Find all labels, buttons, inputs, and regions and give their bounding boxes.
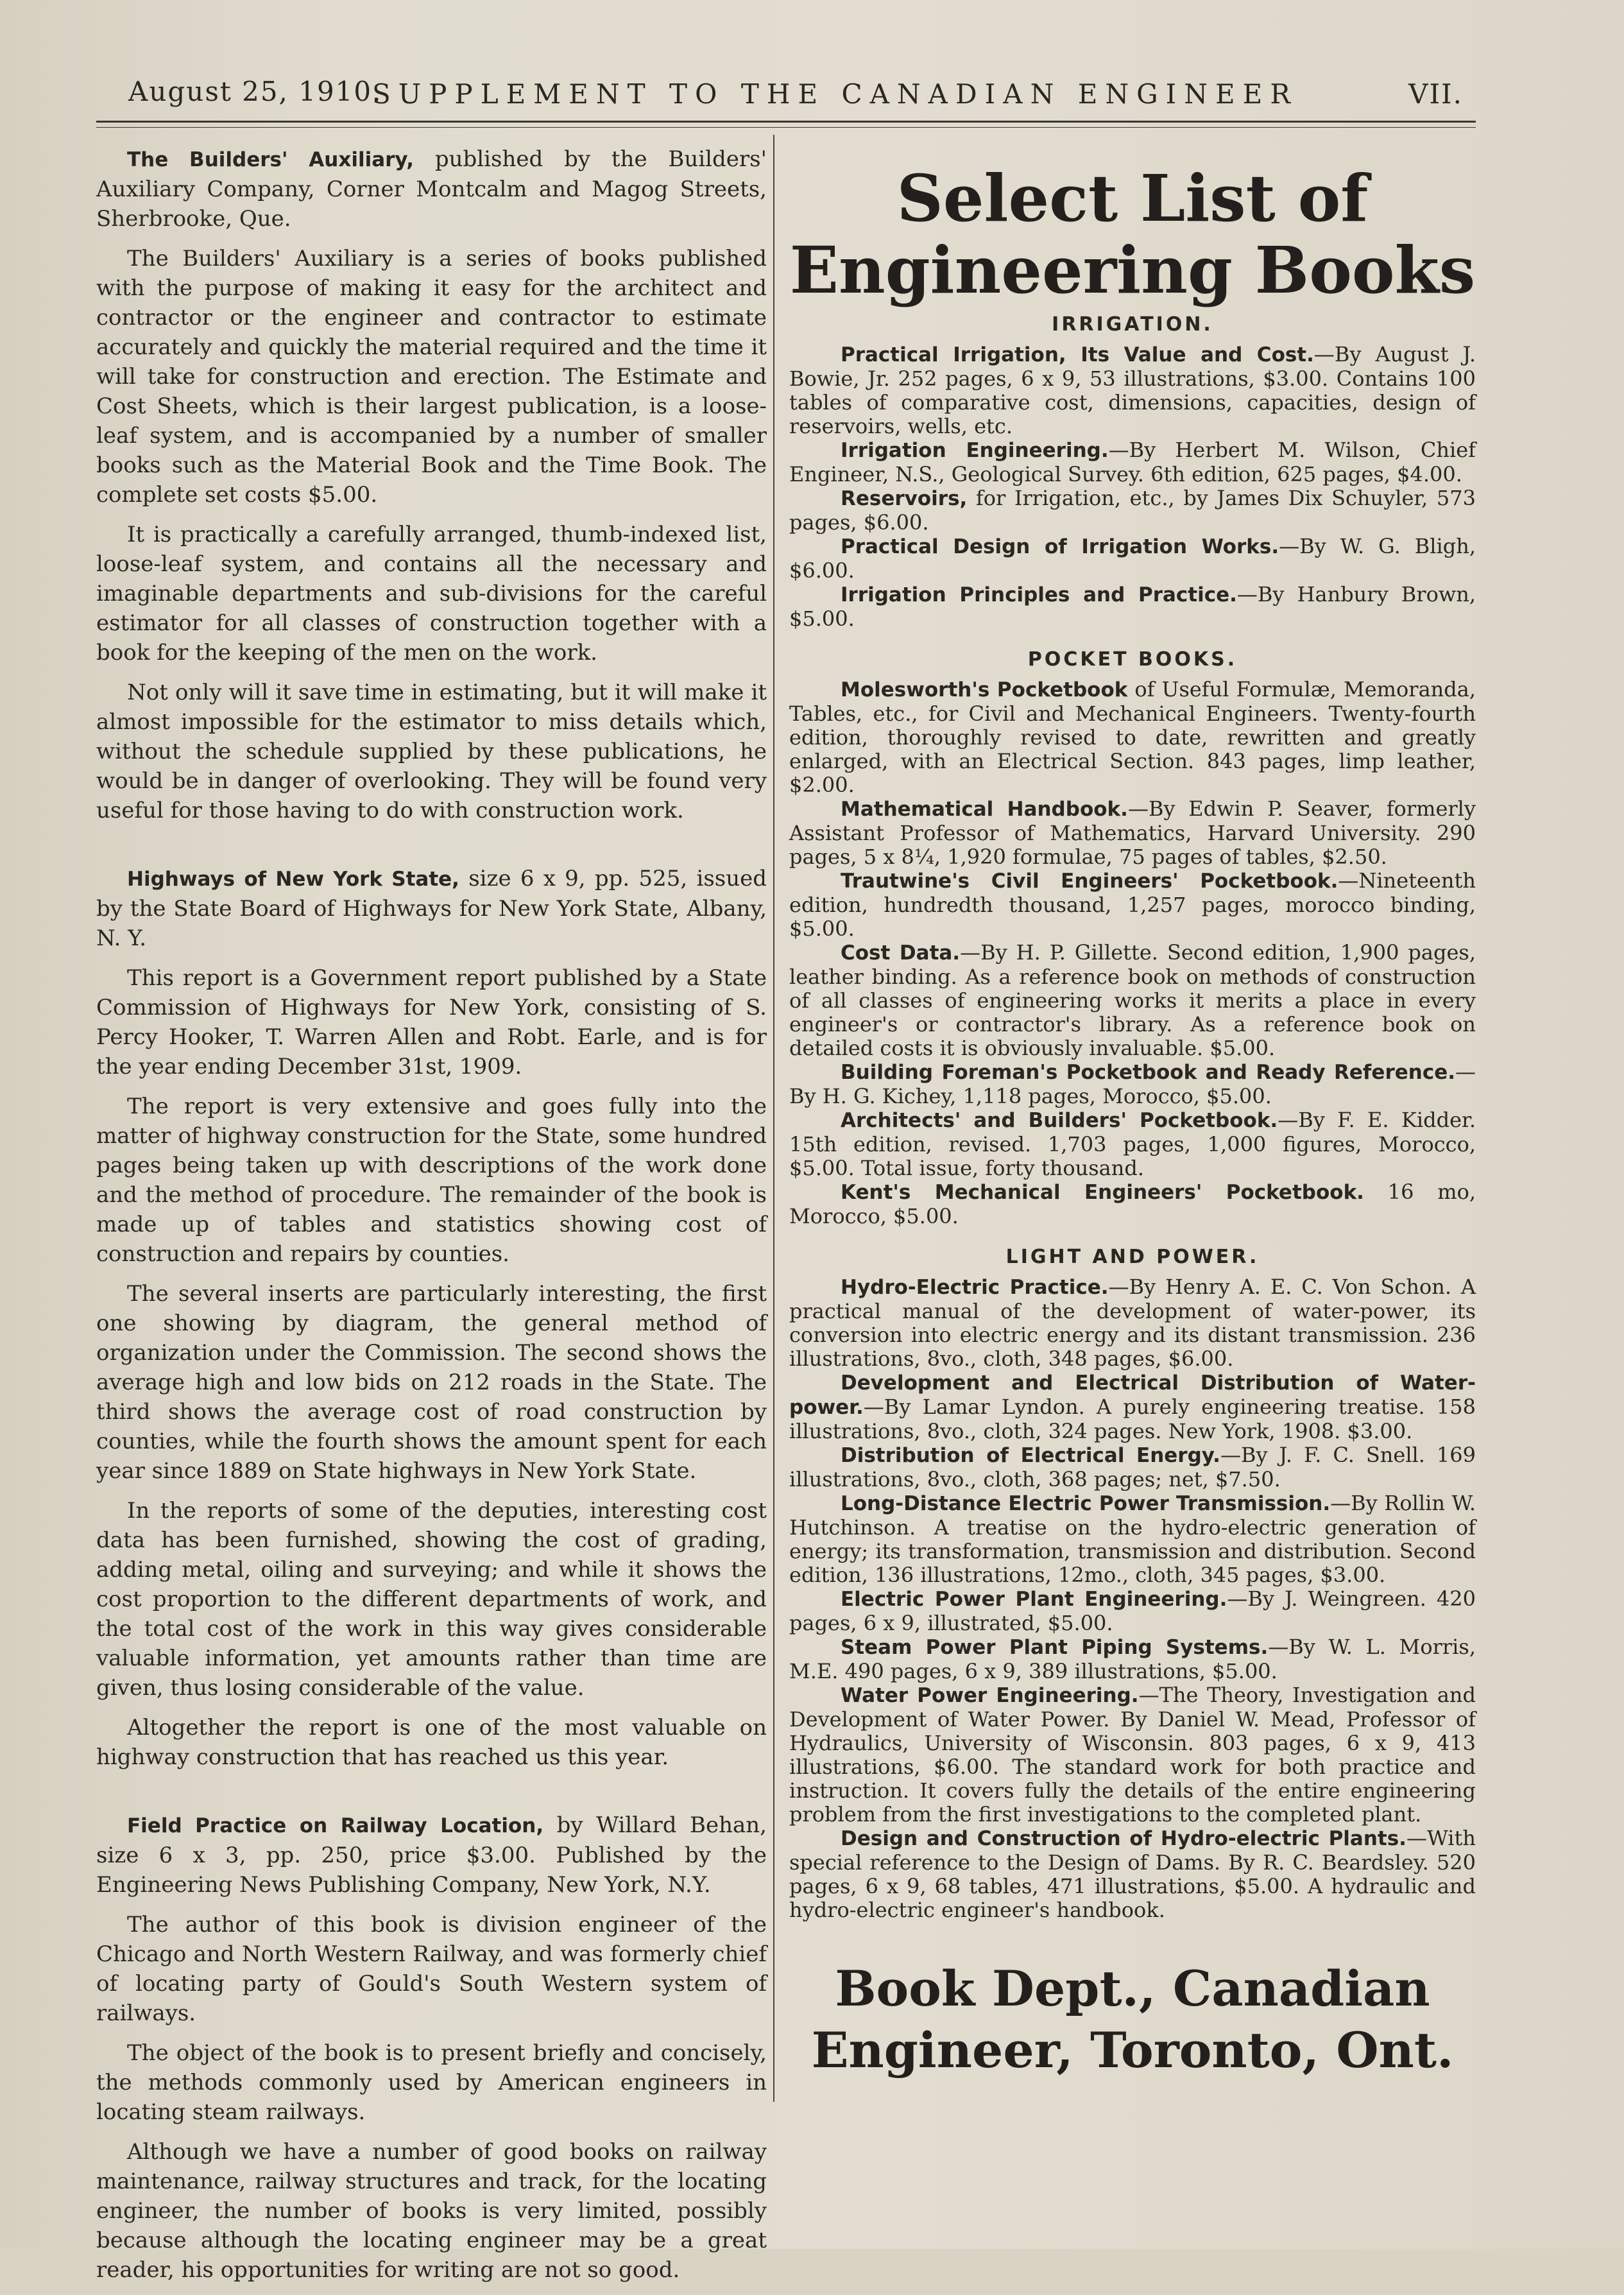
book-description: —By F. E. Kidder. 15th edition, revised. 1,703 pages, 1,000 figures, Morocco, $5.00. Total issue, forty thousand. <box>789 1108 1476 1180</box>
book-title: Irrigation Engineering. <box>841 439 1109 462</box>
book-description: —By H. G. Kichey, 1,118 pages, Morocco, $5.00. <box>789 1060 1476 1108</box>
book-description: of Useful Formulæ, Memoranda, Tables, etc., for Civil and Mechanical Engineers. Twenty-fourth edition, thoroughly revised to date, rewritten and greatly enlarged, with an Electrical Section. 843 pages, limp leather, $2.00. <box>789 677 1476 797</box>
book-entry <box>789 1491 1476 1587</box>
section-heading: IRRIGATION. <box>1052 313 1213 336</box>
review-paragraph: The author of this book is division engineer of the Chicago and North Western Railway, and was formerly chief of locating party of Gould's South Western system of railways. <box>96 1912 767 2026</box>
book-title: Development and Electrical Distribution of Water-power. <box>789 1371 1476 1419</box>
review-entry-heading <box>96 864 767 953</box>
section-heading: LIGHT AND POWER. <box>1005 1246 1260 1268</box>
review-byline: published by the Builders' Auxiliary Company, Corner Montcalm and Magog Streets, Sherbrooke, Que. <box>96 146 767 232</box>
advert-footer-line: Book Dept., Canadian <box>835 1960 1430 2017</box>
book-title: Distribution of Electrical Energy. <box>841 1444 1220 1467</box>
issue-date: August 25, 1910. <box>128 76 382 107</box>
book-entry <box>789 869 1476 941</box>
review-entry-heading <box>96 144 767 234</box>
book-description: —By W. G. Bligh, $6.00. <box>789 534 1476 583</box>
book-description: —By Rollin W. Hutchinson. A treatise on the hydro-electric generation of energy; its transformation, transmission and distribution. Second edition, 136 illustrations, 12mo., cloth, 345 pages, $3.00. <box>789 1491 1476 1587</box>
book-title: Architects' and Builders' Pocketbook. <box>841 1109 1278 1132</box>
book-entry <box>789 1683 1476 1827</box>
book-entry <box>789 1108 1476 1180</box>
book-description: —By Edwin P. Seaver, formerly Assistant Professor of Mathematics, Harvard University. 290 pages, 5 x 8¼, 1,920 formulae, 75 pages of tables, $2.50. <box>789 796 1476 869</box>
book-description: —By August J. Bowie, Jr. 252 pages, 6 x 9, 53 illustrations, $3.00. Contains 100 tables of comparative cost, dimensions, capacities, design of reservoirs, wells, etc. <box>789 342 1476 438</box>
book-title: Electric Power Plant Engineering. <box>841 1588 1227 1611</box>
book-title: Design and Construction of Hydro-electric Plants. <box>841 1827 1406 1850</box>
advert-footer-line: Engineer, Toronto, Ont. <box>811 2022 1454 2079</box>
book-entry <box>789 1180 1476 1228</box>
book-description: —By W. L. Morris, M.E. 490 pages, 6 x 9, 389 illustrations, $5.00. <box>789 1635 1476 1683</box>
review-paragraph: Not only will it save time in estimating, but it will make it almost impossible for the estimator to miss details which, without the schedule supplied by these publications, he would be in danger of overlooking. They will be found very useful for those having to do with construction work. <box>96 680 767 823</box>
book-description: 16 mo, Morocco, $5.00. <box>789 1180 1476 1228</box>
review-paragraph: The report is very extensive and goes fully into the matter of highway construction for the State, some hundred pages being taken up with descriptions of the work done and the method of procedure. The remainder of the book is made up of tables and statistics showing cost of construction and repairs by counties. <box>96 1094 767 1267</box>
book-entry <box>789 1275 1476 1371</box>
review-paragraph: Altogether the report is one of the most valuable on highway construction that has reached us this year. <box>96 1715 767 1770</box>
book-title: Cost Data. <box>841 941 961 965</box>
book-entry <box>789 486 1476 535</box>
book-title: Hydro-Electric Practice. <box>841 1276 1109 1299</box>
advert-title-line: Select List of <box>896 160 1369 236</box>
book-description: —By Hanbury Brown, $5.00. <box>789 582 1476 631</box>
book-title: Building Foreman's Pocketbook and Ready Reference. <box>841 1061 1455 1084</box>
advert-title <box>789 162 1476 306</box>
book-entry <box>789 1827 1476 1922</box>
publication-title: SUPPLEMENT TO THE CANADIAN ENGINEER <box>372 78 1298 110</box>
review-paragraph: The Builders' Auxiliary is a series of books published with the purpose of making it easy for the architect and contractor or the engineer and contractor to estimate accurately and quickly the material required and the time it will take for construction and erection. The Estimate and Cost Sheets, which is their largest publication, is a loose-leaf system, and is accompanied by a number of smaller books such as the Material Book and the Time Book. The complete set costs $5.00. <box>96 246 767 508</box>
review-title: Field Practice on Railway Location, <box>127 1814 544 1837</box>
review-paragraph: It is practically a carefully arranged, thumb-indexed list, loose-leaf system, and contains all the necessary and imaginable departments and sub-divisions for the careful estimator for all classes of construction together with a book for the keeping of the men on the work. <box>96 522 767 666</box>
book-title: Molesworth's Pocketbook <box>841 678 1128 701</box>
book-title: Practical Design of Irrigation Works. <box>841 535 1279 558</box>
book-entry <box>789 343 1476 438</box>
page-number: VII. <box>1408 78 1463 110</box>
book-title: Practical Irrigation, Its Value and Cost. <box>841 343 1314 366</box>
book-title: Kent's Mechanical Engineers' Pocketbook. <box>841 1181 1364 1204</box>
book-entry <box>789 1060 1476 1108</box>
book-sections <box>789 313 1476 1922</box>
book-description: for Irrigation, etc., by James Dix Schuyler, 573 pages, $6.00. <box>789 486 1476 535</box>
book-title: Long-Distance Electric Power Transmission. <box>841 1492 1331 1515</box>
book-description: —The Theory, Investigation and Development of Water Power. By Daniel W. Mead, Professor of Hydraulics, University of Wisconsin. 803 pages, 6 x 9, 413 illustrations, $6.00. The standard work for both practice and instruction. It covers fully the details of the entire engineering problem from the first investigations to the completed plant. <box>789 1683 1476 1827</box>
book-entry <box>789 438 1476 486</box>
book-title: Mathematical Handbook. <box>841 798 1128 821</box>
book-title: Steam Power Plant Piping Systems. <box>841 1636 1269 1659</box>
book-entry <box>789 1635 1476 1683</box>
book-description: —By Lamar Lyndon. A purely engineering treatise. 158 illustrations, 8vo., cloth, 324 pages. New York, 1908. $3.00. <box>789 1395 1476 1443</box>
review-title: Highways of New York State, <box>127 868 459 891</box>
book-description: —By J. Weingreen. 420 pages, 6 x 9, illustrated, $5.00. <box>789 1586 1476 1635</box>
book-entry <box>789 583 1476 631</box>
book-list-advertisement <box>789 144 1476 2081</box>
header-rule-thin <box>96 127 1476 128</box>
book-entry <box>789 941 1476 1060</box>
review-paragraph: The several inserts are particularly interesting, the first one showing by diagram, the general method of organization under the Commission. The second shows the average high and low bids on 212 roads in the State. The third shows the average cost of road construction by counties, while the fourth shows the amount spent for each year since 1889 on State highways in New York State. <box>96 1281 767 1484</box>
book-description: —With special reference to the Design of Dams. By R. C. Beardsley. 520 pages, 6 x 9, 68 tables, 471 illustrations, $5.00. A hydraulic and hydro-electric engineer's handbook. <box>789 1826 1476 1922</box>
advert-footer <box>789 1958 1476 2081</box>
review-byline: size 6 x 9, pp. 525, issued by the State Board of Highways for New York State, Albany, N. Y. <box>96 866 767 951</box>
advert-title-line: Engineering Books <box>789 232 1476 308</box>
book-title: Irrigation Principles and Practice. <box>841 583 1237 606</box>
section-heading: POCKET BOOKS. <box>1027 648 1238 671</box>
book-entry <box>789 678 1476 797</box>
book-entry <box>789 1587 1476 1635</box>
book-description: —By H. P. Gillette. Second edition, 1,900 pages, leather binding. As a reference book on methods of construction of all classes of engineering works it merits a place in every engineer's or contractor's library. As a reference book on detailed costs it is obviously invaluable. $5.00. <box>789 940 1476 1060</box>
review-paragraph: Although we have a number of good books on railway maintenance, railway structures and track, for the locating engineer, the number of books is very limited, possibly because although the locating engineer may be a great reader, his opportunities for writing are not so good. <box>96 2139 767 2283</box>
column-divider <box>773 135 774 2102</box>
review-paragraph: In the reports of some of the deputies, interesting cost data has been furnished, showing the cost of grading, adding metal, oiling and surveying; and while it shows the cost proportion to the different departments of work, and the total cost of the work in this way gives considerable valuable information, yet amounts rather than time are given, thus losing considerable of the value. <box>96 1498 767 1701</box>
book-title: Trautwine's Civil Engineers' Pocketbook. <box>841 870 1338 893</box>
book-title: Water Power Engineering. <box>841 1684 1139 1707</box>
book-entry <box>789 797 1476 869</box>
book-title: Reservoirs, <box>841 487 968 510</box>
book-description: —By J. F. C. Snell. 169 illustrations, 8vo., cloth, 368 pages; net, $7.50. <box>789 1443 1476 1491</box>
review-byline: by Willard Behan, size 6 x 3, pp. 250, price $3.00. Published by the Engineering News Publishing Company, New York, N.Y. <box>96 1812 767 1898</box>
review-title: The Builders' Auxiliary, <box>127 148 414 171</box>
header-rule <box>96 121 1476 123</box>
review-column <box>96 144 767 2295</box>
review-paragraph: This report is a Government report published by a State Commission of Highways for New York, consisting of S. Percy Hooker, T. Warren Allen and Robt. Earle, and is for the year ending December 31st, 1909. <box>96 965 767 1079</box>
review-entry-heading <box>96 1810 767 1900</box>
running-header <box>96 76 1476 114</box>
book-description: —By Henry A. E. C. Von Schon. A practical manual of the development of water-power, its conversion into electric energy and its distant transmission. 236 illustrations, 8vo., cloth, 348 pages, $6.00. <box>789 1275 1476 1371</box>
book-description: —Nineteenth edition, hundredth thousand, 1,257 pages, morocco binding, $5.00. <box>789 868 1476 941</box>
review-paragraph: The object of the book is to present briefly and concisely, the methods commonly used by American engineers in locating steam railways. <box>96 2040 767 2125</box>
book-entry <box>789 1443 1476 1491</box>
book-description: —By Herbert M. Wilson, Chief Engineer, N.S., Geological Survey. 6th edition, 625 pages, $4.00. <box>789 438 1476 486</box>
book-entry <box>789 1371 1476 1443</box>
book-entry <box>789 535 1476 583</box>
